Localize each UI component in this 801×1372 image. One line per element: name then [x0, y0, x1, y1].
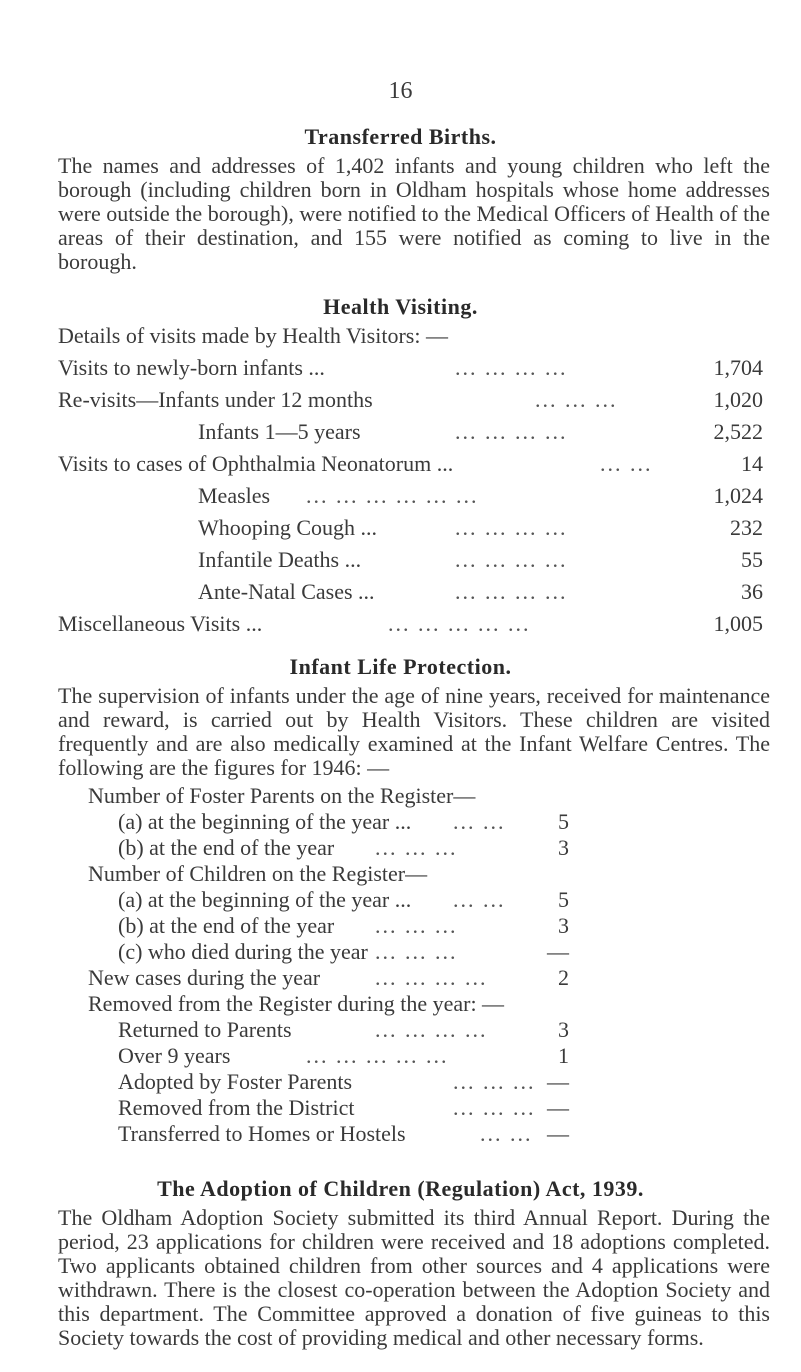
row-value: — — [547, 1121, 569, 1146]
row-dots: ... ... ... ... ... ... — [306, 483, 479, 508]
row-value: 2 — [558, 965, 569, 990]
row-value: 1,024 — [713, 483, 763, 508]
row-dots: ... ... ... ... — [455, 355, 568, 380]
row-label: Infantile Deaths ... — [198, 547, 362, 572]
row-value: 3 — [558, 835, 569, 860]
row-value: 36 — [741, 579, 763, 604]
page-number: 16 — [388, 78, 413, 104]
health-visiting-intro: Details of visits made by Health Visitors: — — [58, 323, 448, 348]
row-value: 5 — [558, 887, 569, 912]
row-label: Whooping Cough ... — [198, 515, 378, 540]
adoption-text: The Oldham Adoption Society submitted its third Annual Report. During the period, 23 applications for children were received and 18 adoptions completed. Two applicants obtained children from other sources and 4 applications were withdrawn. There is the closest co-operation between the Adoption Society and this department. The Committee approved a donation of five guineas to this Society towards the cost of providing medical and other necessary forms. — [58, 1205, 770, 1350]
row-label: Visits to newly-born infants ... — [58, 355, 325, 380]
row-value: — — [547, 939, 569, 964]
transferred-births-text: The names and addresses of 1,402 infants and young children who left the borough (including children born in Oldham hospitals whose home addresses were outside the borough), were notified to the Medical Officers of Health of the areas of their destination, and 155 were notified as coming to live in the borough. — [58, 153, 770, 274]
row-dots: ... ... — [600, 451, 653, 476]
row-dots: ... ... ... ... — [455, 547, 568, 572]
row-label: (b) at the end of the year — [118, 835, 335, 860]
row-label: Number of Children on the Register— — [88, 861, 428, 886]
row-label: (a) at the beginning of the year ... — [118, 887, 412, 912]
row-value: 3 — [558, 1017, 569, 1042]
infant-life-protection-heading: Infant Life Protection. — [289, 654, 512, 679]
row-dots: ... ... ... ... ... — [306, 1043, 449, 1068]
row-dots: ... ... ... ... — [455, 579, 568, 604]
row-label: Miscellaneous Visits ... — [58, 611, 263, 636]
infant-life-protection-text: The supervision of infants under the age of nine years, received for maintenance and reward, is carried out by Health Visitors. These children are visited frequently and are also medically examined at the Infant Welfare Centres. The following are the figures for 1946: — — [58, 683, 770, 780]
row-dots: ... ... ... ... ... — [388, 611, 531, 636]
row-value: 1,005 — [713, 611, 763, 636]
row-dots: ... ... ... — [535, 387, 618, 412]
row-value: 1 — [558, 1043, 569, 1068]
row-label: Infants 1—5 years — [198, 419, 361, 444]
row-label: (b) at the end of the year — [118, 913, 335, 938]
row-dots: ... ... ... ... — [455, 419, 568, 444]
row-value: — — [547, 1069, 569, 1094]
row-dots: ... ... ... — [453, 1069, 536, 1094]
row-label: Transferred to Homes or Hostels — [118, 1121, 406, 1146]
row-label: Number of Foster Parents on the Register— — [88, 783, 476, 808]
row-dots: ... ... — [453, 887, 506, 912]
row-label: Ante-Natal Cases ... — [198, 579, 375, 604]
row-dots: ... ... ... ... — [375, 1017, 488, 1042]
health-visiting-heading: Health Visiting. — [323, 294, 478, 319]
row-value: 1,020 — [713, 387, 763, 412]
row-label: Removed from the District — [118, 1095, 355, 1120]
row-value: 1,704 — [713, 355, 763, 380]
row-value: 232 — [730, 515, 763, 540]
row-dots: ... ... ... — [375, 913, 458, 938]
row-value: 3 — [558, 913, 569, 938]
row-label: New cases during the year — [88, 965, 321, 990]
row-label: (c) who died during the year — [118, 939, 368, 964]
row-label: Adopted by Foster Parents — [118, 1069, 353, 1094]
row-dots: ... ... ... — [375, 939, 458, 964]
row-dots: ... ... ... ... — [455, 515, 568, 540]
row-dots: ... ... — [453, 809, 506, 834]
row-label: Measles — [198, 483, 271, 508]
row-dots: ... ... — [480, 1121, 533, 1146]
row-label: Over 9 years — [118, 1043, 231, 1068]
row-label: Returned to Parents — [118, 1017, 292, 1042]
row-dots: ... ... ... — [453, 1095, 536, 1120]
row-dots: ... ... ... — [375, 835, 458, 860]
row-dots: ... ... ... ... — [375, 965, 488, 990]
row-value: 14 — [741, 451, 763, 476]
row-value: 5 — [558, 809, 569, 834]
row-label: (a) at the beginning of the year ... — [118, 809, 412, 834]
row-value: 2,522 — [713, 419, 763, 444]
row-label: Visits to cases of Ophthalmia Neonatorum ... — [58, 451, 454, 476]
row-value: 55 — [741, 547, 763, 572]
transferred-births-heading: Transferred Births. — [304, 124, 497, 149]
row-label: Re-visits—Infants under 12 months — [58, 387, 373, 412]
row-label: Removed from the Register during the year: — — [88, 991, 505, 1016]
row-value: — — [547, 1095, 569, 1120]
adoption-heading: The Adoption of Children (Regulation) Act, 1939. — [157, 1176, 644, 1201]
